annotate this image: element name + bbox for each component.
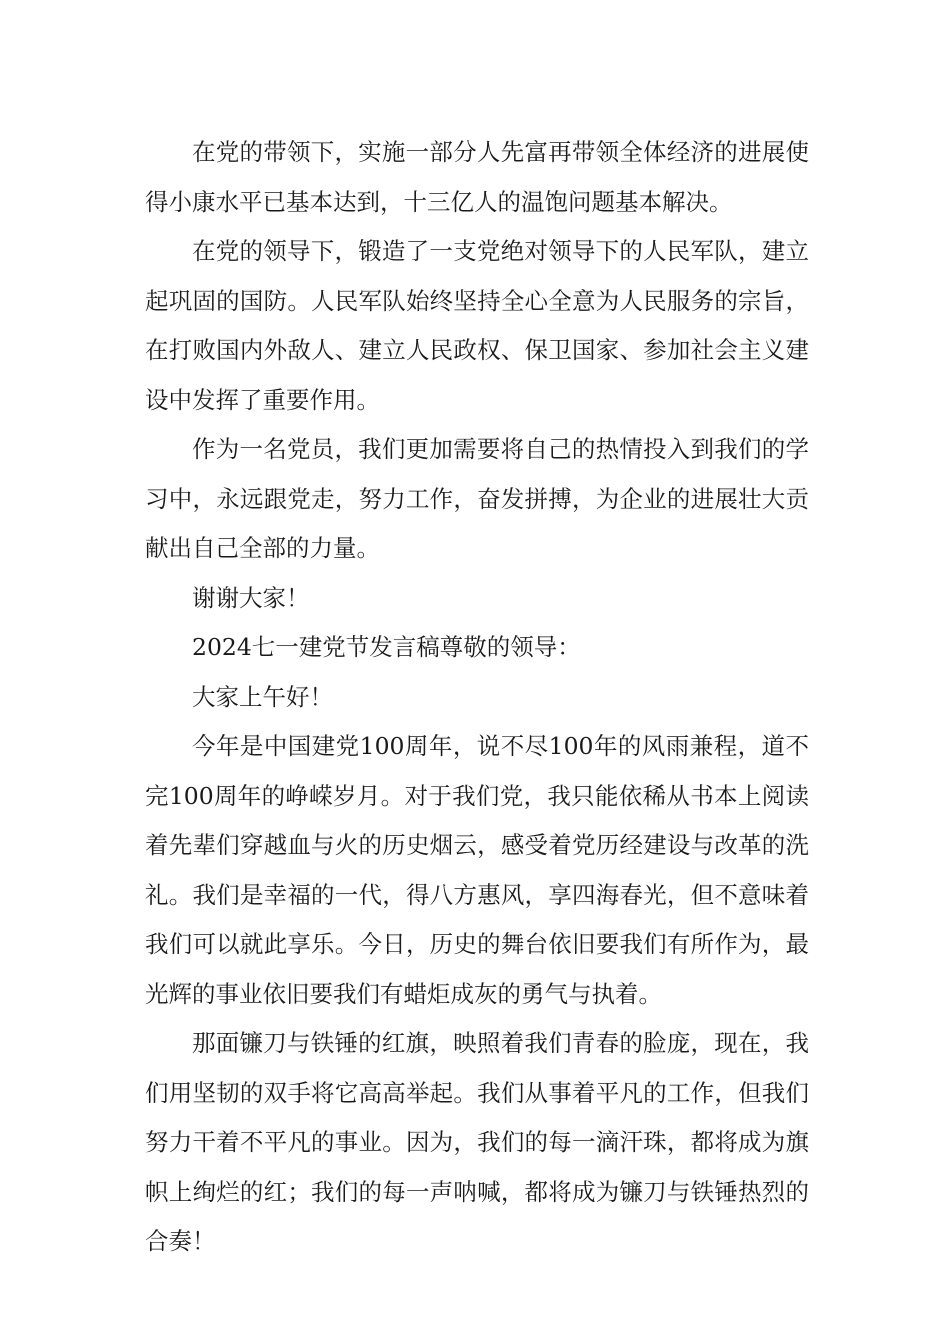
paragraph-greeting: 大家上午好！ [192, 682, 333, 711]
paragraph-thanks: 谢谢大家！ [192, 583, 310, 612]
paragraph-speech-title: 2024七一建党节发言稿尊敬的领导： [192, 633, 581, 661]
document-body [145, 128, 809, 1267]
paragraph-1: 在党的带领下，实施一部分人先富再带领全体经济的进展使得小康水平已基本达到，十三亿人的温饱问题基本解决。 [145, 138, 809, 216]
paragraph-8: 那面镰刀与铁锤的红旗，映照着我们青春的脸庞，现在，我们用坚韧的双手将它高高举起。我们从事着平凡的工作，但我们努力干着不平凡的事业。因为，我们的每一滴汗珠，都将成为旗帜上绚烂的红；我们的每一声呐喊，都将成为镰刀与铁锤热烈的合奏！ [145, 1029, 809, 1255]
paragraph-7: 今年是中国建党100周年，说不尽100年的风雨兼程，道不完100周年的峥嵘岁月。对于我们党，我只能依稀从书本上阅读着先辈们穿越血与火的历史烟云，感受着党历经建设与改革的洗礼。我们是幸福的一代，得八方惠风，享四海春光，但不意味着我们可以就此享乐。今日，历史的舞台依旧要我们有所作为，最光辉的事业依旧要我们有蜡炬成灰的勇气与执着。 [145, 732, 809, 1008]
paragraph-3: 作为一名党员，我们更加需要将自己的热情投入到我们的学习中，永远跟党走，努力工作，奋发拼搏，为企业的进展壮大贡献出自己全部的力量。 [145, 435, 809, 562]
paragraph-2: 在党的领导下，锻造了一支党绝对领导下的人民军队，建立起巩固的国防。人民军队始终坚持全心全意为人民服务的宗旨，在打败国内外敌人、建立人民政权、保卫国家、参加社会主义建设中发挥了重要作用。 [145, 237, 809, 414]
